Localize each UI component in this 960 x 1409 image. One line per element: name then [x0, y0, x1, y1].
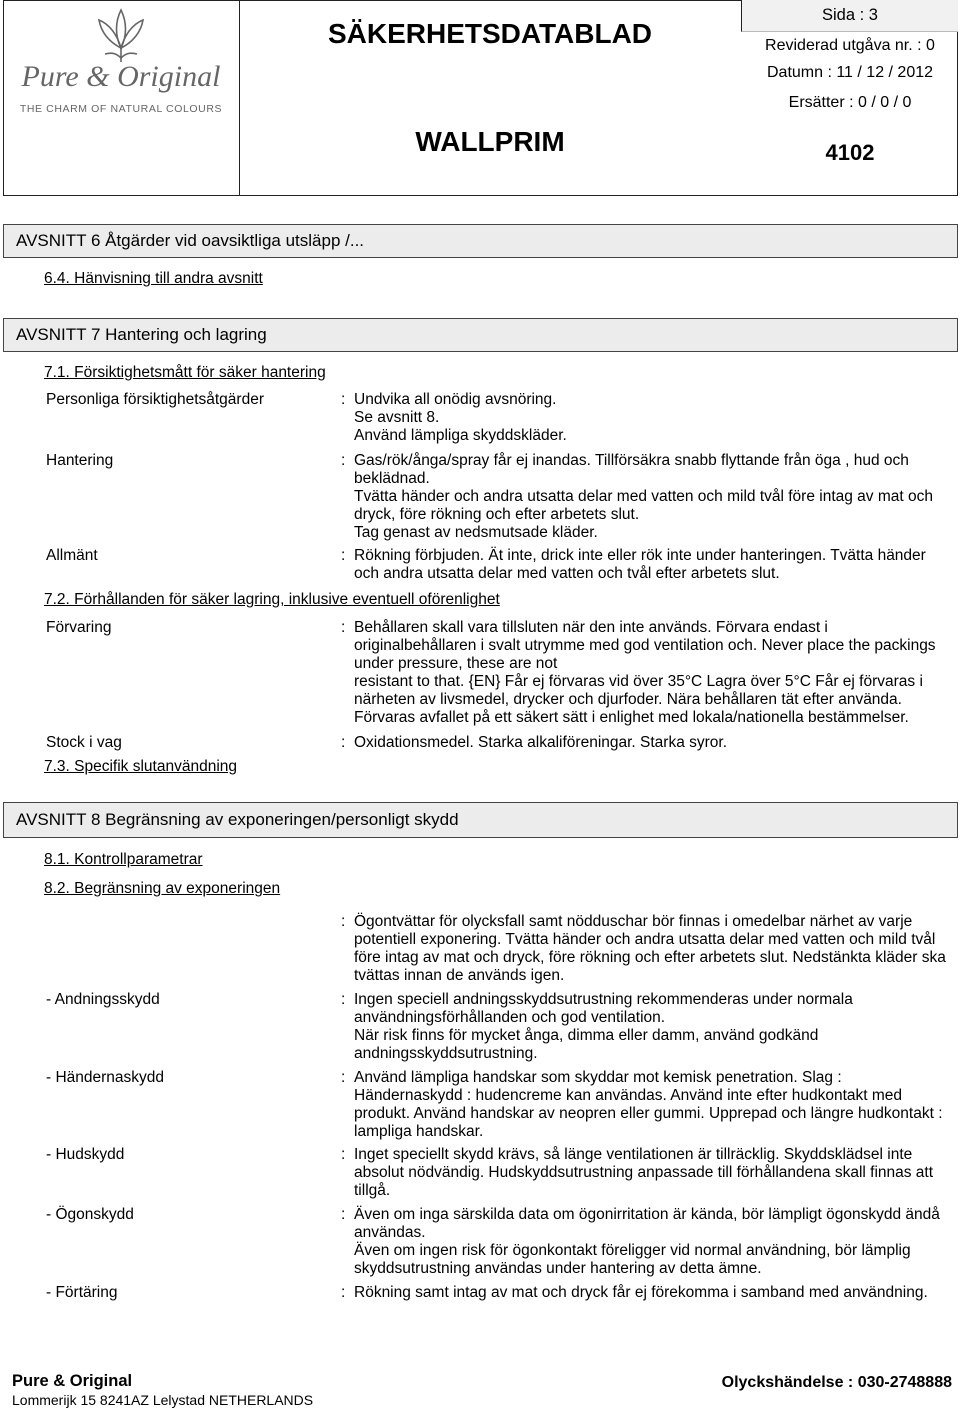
colon: :	[341, 913, 346, 930]
ingestion-label: - Förtäring	[46, 1284, 118, 1301]
colon: :	[341, 1146, 346, 1163]
skin-protection-label: - Hudskydd	[46, 1146, 125, 1163]
respiratory-label: - Andningsskydd	[46, 991, 160, 1008]
respiratory-text: Ingen speciell andningsskyddsutrustning rekommenderas under normala användningsförhållanden och god ventilation. När risk finns för mycket ånga, dimma eller damm, använd godkänd andningsskyddsutrustning.	[354, 991, 853, 1062]
personal-precautions-label: Personliga försiktighetsåtgärder	[46, 391, 264, 408]
general-text: Rökning förbjuden. Ät inte, drick inte eller rök inte under hanteringen. Tvätta händer och andra utsatta delar med vatten och tvål efter arbetets slut.	[354, 547, 926, 582]
subsection-8-2: 8.2. Begränsning av exponeringen	[44, 880, 281, 897]
section-6-title: AVSNITT 6 Åtgärder vid oavsiktliga utsläpp /...	[16, 231, 365, 250]
hand-protection-text: Använd lämpliga handskar som skyddar mot kemisk penetration. Slag : Händernaskydd : hudencreme kan användas. Använd inte efter hudkontakt med produkt. Använd handskar av neopren eller gummi. Upprepad och längre hudkontakt : lampliga handskar.	[354, 1069, 943, 1140]
product-code: 4102	[825, 140, 875, 165]
ornamental-flower-icon	[5, 2, 237, 120]
product-name: WALLPRIM	[415, 126, 565, 157]
handling-label: Hantering	[46, 452, 114, 469]
subsection-7-2: 7.2. Förhållanden för säker lagring, inklusive eventuell oförenlighet	[44, 591, 500, 608]
colon: :	[341, 452, 346, 469]
stock-text: Oxidationsmedel. Starka alkaliföreningar. Starka syror.	[354, 734, 728, 751]
eye-protection-label: - Ögonskydd	[46, 1206, 134, 1223]
storage-text: Behållaren skall vara tillsluten när den inte används. Förvara endast i originalbehållaren i svalt utrymme med god ventilation och. Never place the packings under pressure, these are not resistant to that. {EN} Får ej förvaras vid över 35°C Lagra över 5°C Får ej förvaras i närheten av livsmedel, drycker och djurfoder. Nära behållaren tät efter använda. Förvaras avfallet på ett säkert sätt i enlighet med lokala/nationella bestämmelser.	[354, 619, 936, 726]
svg-text:THE CHARM OF NATURAL COLOURS: THE CHARM OF NATURAL COLOURS	[19, 103, 223, 115]
colon: :	[341, 391, 346, 408]
company-logo	[5, 2, 237, 120]
svg-text:Pure & Original: Pure & Original	[21, 60, 221, 93]
colon: :	[341, 1069, 346, 1086]
colon: :	[341, 1284, 346, 1301]
page-number: Sida : 3	[822, 6, 878, 24]
ingestion-text: Rökning samt intag av mat och dryck får ej förekomma i samband med användning.	[354, 1284, 928, 1301]
colon: :	[341, 619, 346, 636]
subsection-6-4: 6.4. Hänvisning till andra avsnitt	[44, 270, 263, 287]
colon: :	[341, 991, 346, 1008]
colon: :	[341, 547, 346, 564]
colon: :	[341, 1206, 346, 1223]
revision-number: Reviderad utgåva nr. : 0	[765, 37, 935, 54]
skin-protection-text: Inget speciellt skydd krävs, så länge ventilationen är tillräcklig. Skyddsklädsel inte absolut nödvändig. Hudskyddsutrustning anpassade till förhållandena skall finnas att tillgå.	[354, 1146, 934, 1199]
replaces-date: Ersätter : 0 / 0 / 0	[788, 94, 912, 111]
general-label: Allmänt	[46, 547, 98, 564]
revision-date: Datumn : 11 / 12 / 2012	[766, 64, 934, 81]
colon: :	[341, 734, 346, 751]
section-8-title: AVSNITT 8 Begränsning av exponeringen/personligt skydd	[16, 810, 459, 829]
stock-label: Stock i vag	[46, 734, 122, 751]
hand-protection-label: - Händernaskydd	[46, 1069, 165, 1086]
emergency-phone: Olyckshändelse : 030-2748888	[721, 1374, 952, 1391]
eye-protection-text: Även om inga särskilda data om ögonirritation är kända, bör lämpligt ögonskydd ändå användas. Även om ingen risk för ögonkontakt föreligger vid normal användning, bör lämplig skyddsutrustning användas under hantering av detta ämne.	[354, 1206, 940, 1277]
section-8-heading	[3, 802, 958, 838]
personal-precautions-text: Undvika all onödig avsnöring. Se avsnitt 8. Använd lämpliga skyddskläder.	[354, 391, 567, 444]
section-6-heading	[3, 224, 958, 258]
footer-company: Pure & Original	[12, 1372, 133, 1390]
subsection-7-1: 7.1. Försiktighetsmått för säker hantering	[44, 364, 326, 381]
handling-text: Gas/rök/ånga/spray får ej inandas. Tillförsäkra snabb flyttande från öga , hud och beklädnad. Tvätta händer och andra utsatta delar med vatten och mild tvål före intag av mat och dryck, före rökning och efter arbetets slut. Tag genast av nedsmutsade kläder.	[354, 452, 933, 541]
exposure-general-text: Ögontvättar för olycksfall samt nödduschar bör finnas i omedelbar närhet av varje potentiell exponering. Tvätta händer och andra utsatta delar med vatten och mild tvål före intag av mat och dryck, före rökning och efter arbetets slut. Nedstänkta kläder ska tvättas innan de används igen.	[354, 913, 946, 984]
subsection-7-3: 7.3. Specifik slutanvändning	[44, 758, 238, 775]
footer-address: Lommerijk 15 8241AZ Lelystad NETHERLANDS	[12, 1392, 314, 1408]
document-title: SÄKERHETSDATABLAD	[327, 18, 653, 49]
section-7-title: AVSNITT 7 Hantering och lagring	[16, 325, 267, 344]
storage-label: Förvaring	[46, 619, 112, 636]
section-7-heading	[3, 318, 958, 352]
subsection-8-1: 8.1. Kontrollparametrar	[44, 851, 203, 868]
